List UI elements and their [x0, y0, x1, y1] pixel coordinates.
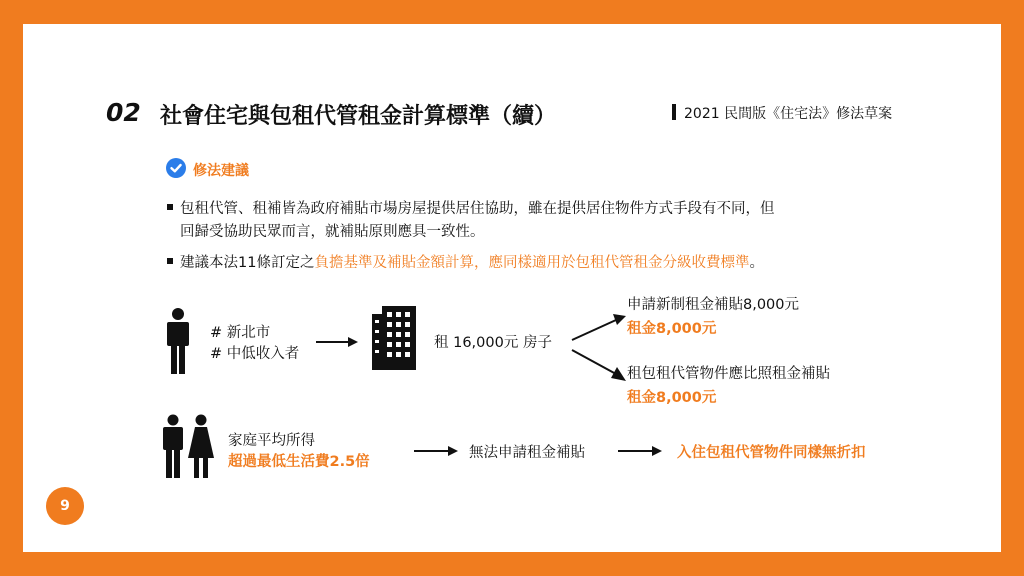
income-label: 家庭平均所得: [228, 433, 315, 449]
page-title: 社會住宅與包租代管租金計算標準（續）: [160, 104, 557, 129]
section-number: 02: [106, 98, 141, 127]
bullet2-suffix: 。: [749, 255, 764, 271]
bullet2-highlight: 負擔基準及補貼金額計算，應同樣適用於包租代管租金分級收費標準: [314, 255, 750, 271]
arrow-right-icon: [316, 336, 358, 348]
income-highlight: 超過最低生活費2.5倍: [228, 454, 370, 470]
option1-text: 申請新制租金補貼8,000元: [627, 297, 800, 313]
tag-income: # 中低收入者: [210, 346, 300, 362]
arrow-right-icon: [414, 445, 458, 457]
source-marker: [672, 104, 676, 120]
tag-city: # 新北市: [210, 325, 271, 341]
couple-icon: [160, 414, 216, 478]
building-icon: [372, 306, 416, 370]
person-icon: [164, 308, 192, 374]
branch-arrows: [570, 310, 630, 390]
bullet1-line1: 包租代管、租補皆為政府補貼市場房屋提供居住協助，雖在提供居住物件方式手段有不同，但: [180, 201, 775, 217]
bullet-marker: [167, 258, 173, 264]
option1-highlight: 租金8,000元: [627, 321, 717, 337]
option2-text: 租包租代管物件應比照租金補貼: [627, 366, 830, 382]
rent-label: 租 16,000元 房子: [434, 335, 552, 351]
bullet-marker: [167, 204, 173, 210]
page-number: 9: [46, 487, 84, 525]
bullet2: [180, 251, 764, 272]
bullet1-line2: 回歸受協助民眾而言，就補貼原則應具一致性。: [180, 224, 485, 240]
option2-highlight: 租金8,000元: [627, 390, 717, 406]
source-label: 2021 民間版《住宅法》修法草案: [684, 106, 893, 122]
result-no-subsidy: 無法申請租金補貼: [469, 445, 585, 461]
result-no-discount: 入住包租代管物件同樣無折扣: [677, 445, 866, 461]
check-circle-icon: [166, 158, 186, 178]
arrow-right-icon: [618, 445, 662, 457]
recommendation-label: 修法建議: [193, 163, 249, 179]
bullet2-prefix: 建議本法11條訂定之: [180, 255, 315, 271]
